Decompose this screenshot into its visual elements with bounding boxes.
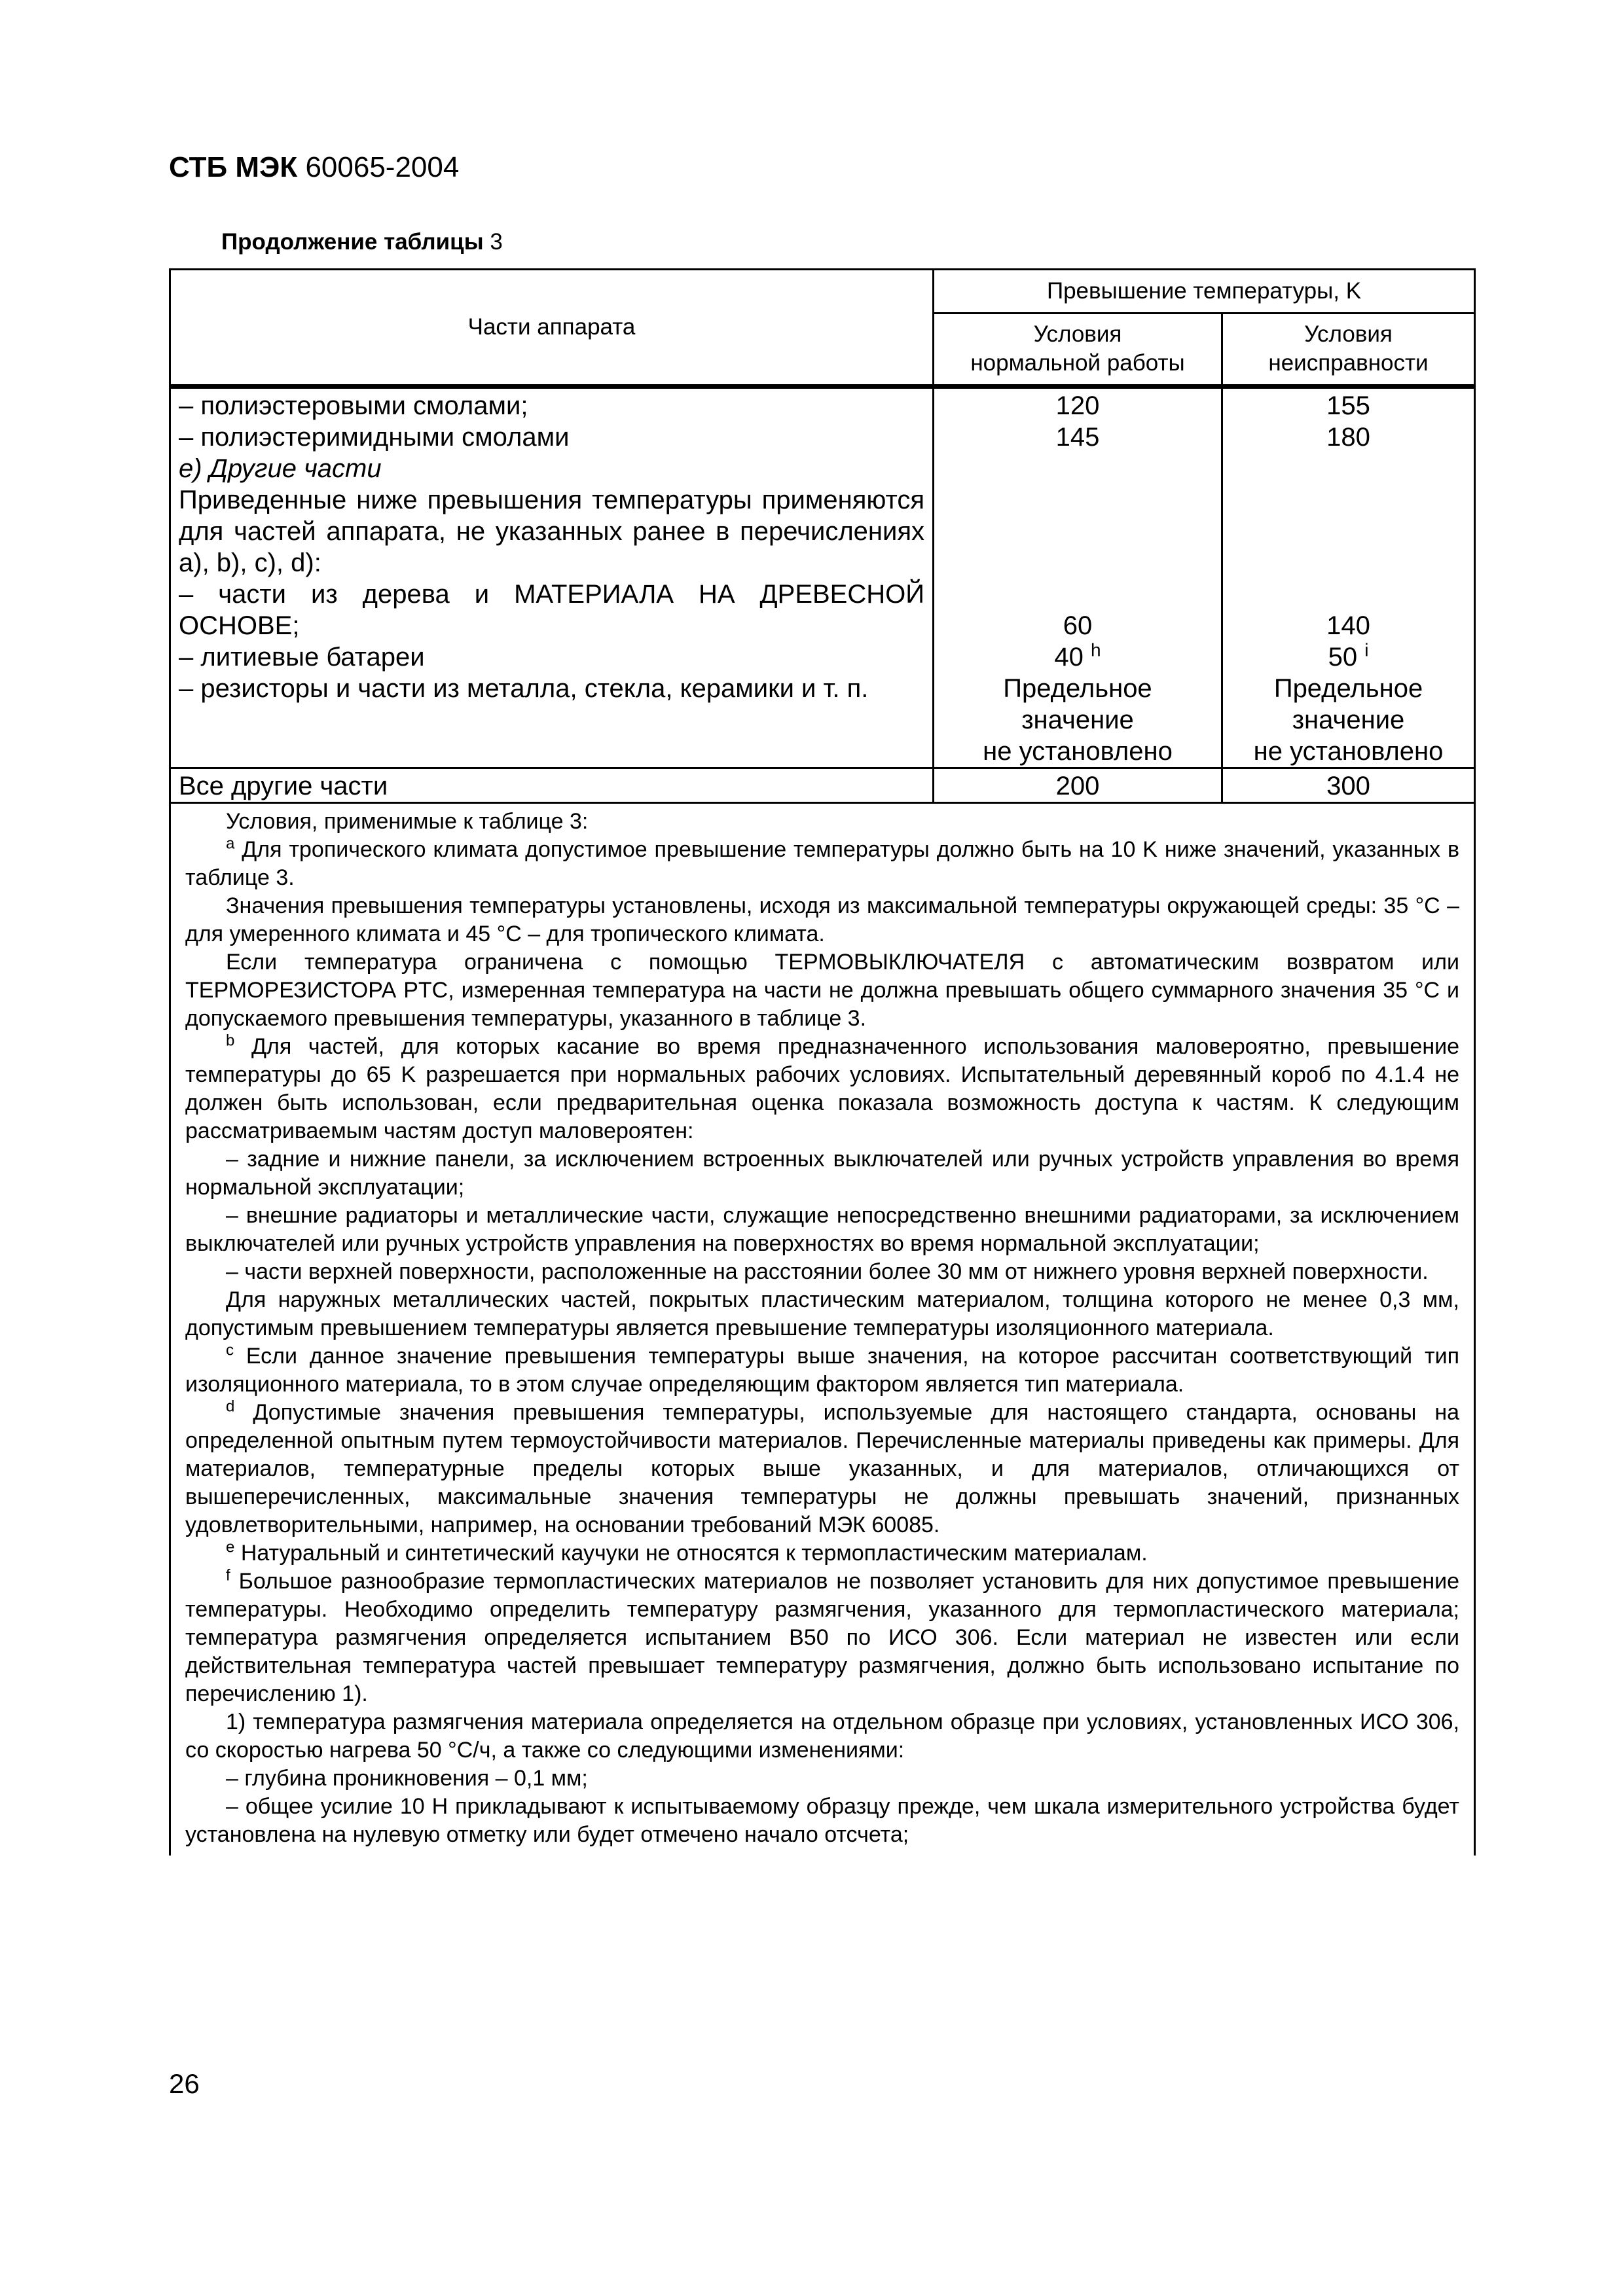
note-b-mark: b [226, 1031, 235, 1050]
header-normal-conditions [934, 313, 1222, 386]
row-spacer [179, 704, 924, 767]
header-normal-text: Условия нормальной работы [970, 321, 1185, 376]
note-d-text: Допустимые значения превышения температуры, используемые для настоящего стандарта, основаны на определенной опытным путем термоустойчивости материалов. Перечисленные материалы приведены как примеры. Для материалов, температурные пределы которых выше указанных, и для материалов, отличающихся от вышеперечисленных, максимальные значения температуры не должны превышать значений, признанных удовлетворительными, например, на основании требований МЭК 60085. [185, 1400, 1460, 1537]
note-a-2: Значения превышения температуры установлены, исходя из максимальной температуры окружающей среды: 35 °C – для умеренного климата и 45 °C – для тропического климата. [185, 893, 1460, 946]
header-fault-conditions [1222, 313, 1475, 386]
val-fault-lithium [1223, 641, 1474, 673]
note-f-text: Большое разнообразие термопластических материалов не позволяет установить для них допустимое превышение температуры. Необходимо определить температуру размягчения, указанного для термопластического материала; температура размягчения определяется испытанием B50 по ИСО 306. Если материал не известен или если действительная температура частей превышает температуру размягчения, должно быть использовано испытание по перечислению 1). [185, 1569, 1460, 1706]
row-polyester: – полиэстеровыми смолами; [179, 391, 528, 420]
note-a-text: Для тропического климата допустимое превышение температуры должно быть на 10 K ниже значений, указанных в таблице 3. [185, 837, 1460, 890]
spacer [934, 579, 1221, 610]
normal-column [934, 387, 1222, 768]
note-f [185, 1568, 1459, 1708]
val-fault-polyester: 155 [1326, 391, 1370, 420]
note-b-4: Для наружных металлических частей, покрытых пластическим материалом, толщина которого не менее 0,3 мм, допустимым превышением температуры является превышение температуры изоляционного материала. [185, 1287, 1460, 1340]
note-c-mark: c [226, 1341, 234, 1359]
val-normal-polyester: 120 [1055, 391, 1100, 420]
spacer [1223, 516, 1474, 547]
note-b-3: – части верхней поверхности, расположенные на расстоянии более 30 мм от нижнего уровня верхней поверхности. [226, 1259, 1429, 1284]
header-temp-rise: Превышение температуры, K [934, 270, 1475, 314]
val-normal-polyesterimide: 145 [1055, 423, 1100, 452]
page-header [169, 149, 459, 186]
val-normal-resistors-2: значение [1021, 706, 1134, 734]
val-fault-wood: 140 [1326, 611, 1370, 640]
note-e [185, 1539, 1459, 1568]
note-d-mark: d [226, 1397, 235, 1416]
note-f-1: 1) температура размягчения материала определяется на отдельном образце при условиях, установленных ИСО 306, со скоростью нагрева 50 °C/ч, а также со следующими изменениями: [185, 1710, 1460, 1763]
val-normal-lithium-num: 40 [1054, 643, 1084, 672]
val-normal-lithium [934, 641, 1221, 673]
temperature-rise-table [169, 268, 1476, 1856]
note-f-2: – глубина проникновения – 0,1 мм; [226, 1766, 588, 1791]
standard-number: 60065-2004 [305, 151, 460, 183]
note-a-mark: a [226, 834, 235, 853]
fault-column [1222, 387, 1475, 768]
spacer [1223, 579, 1474, 610]
table-caption-number: 3 [490, 229, 503, 255]
page-number: 26 [169, 2068, 200, 2099]
row-lithium: – литиевые батареи [179, 643, 425, 672]
spacer [1223, 453, 1474, 484]
row-other-parts: e) Другие части [179, 454, 382, 483]
note-a [185, 836, 1459, 892]
val-fault-polyesterimide: 180 [1326, 423, 1370, 452]
table-notes [170, 803, 1475, 1856]
val-fault-all-other: 300 [1222, 768, 1475, 803]
spacer [1223, 484, 1474, 516]
footnote-ref-i: i [1364, 639, 1369, 660]
note-e-text: Натуральный и синтетический каучуки не относятся к термопластическим материалам. [240, 1541, 1148, 1566]
val-normal-all-other: 200 [934, 768, 1222, 803]
note-d [185, 1399, 1459, 1539]
row-other-parts-intro: Приведенные ниже превышения температуры применяются для частей аппарата, не указанных ранее в перечислениях a), b), c), d): [179, 486, 924, 577]
row-resistors: – резисторы и части из металла, стекла, керамики и т. п. [179, 674, 869, 703]
val-fault-resistors-2: значение [1292, 706, 1405, 734]
note-c [185, 1342, 1459, 1399]
row-all-other: Все другие части [170, 768, 934, 803]
spacer [934, 484, 1221, 516]
table-caption-label: Продолжение таблицы [221, 229, 484, 255]
spacer [934, 453, 1221, 484]
note-b-text: Для частей, для которых касание во время предназначенного использования маловероятно, превышение температуры до 65 K разрешается при нормальных рабочих условиях. Испытательный деревянный короб по 4.1.4 не должен быть использован, если предварительная оценка показала возможность доступа к частям. К следующим рассматриваемым частям доступ маловероятен: [185, 1034, 1460, 1143]
footnote-ref-h: h [1091, 639, 1101, 660]
parts-column [170, 387, 934, 768]
val-fault-resistors-1: Предельное [1273, 674, 1423, 703]
note-c-text: Если данное значение превышения температуры выше значения, на которое рассчитан соответствующий тип изоляционного материала, то в этом случае определяющим фактором является тип материала. [185, 1344, 1460, 1397]
val-normal-wood: 60 [1063, 611, 1093, 640]
val-fault-resistors-3: не установлено [1253, 737, 1444, 766]
note-a-3: Если температура ограничена с помощью ТЕРМОВЫКЛЮЧАТЕЛЯ с автоматическим возвратом или ТЕРМОРЕЗИСТОРА PTC, измеренная температура на части не должна превышать общего суммарного значения 35 °C и допускаемого превышения температуры, указанного в таблице 3. [185, 950, 1460, 1031]
note-b-2: – внешние радиаторы и металлические части, служащие непосредственно внешними радиаторами, за исключением выключателей или ручных устройств управления на поверхностях во время нормальной эксплуатации; [185, 1203, 1460, 1256]
note-b [185, 1033, 1459, 1145]
note-f-mark: f [226, 1566, 230, 1585]
note-e-mark: e [226, 1538, 235, 1556]
notes-intro: Условия, применимые к таблице 3: [226, 809, 589, 834]
table-caption [221, 228, 503, 257]
val-normal-resistors-1: Предельное [1003, 674, 1152, 703]
val-fault-lithium-num: 50 [1328, 643, 1358, 672]
note-b-1: – задние и нижние панели, за исключением встроенных выключателей или ручных устройств управления во время нормальной эксплуатации; [185, 1147, 1460, 1200]
spacer [934, 547, 1221, 579]
header-parts: Части аппарата [170, 270, 934, 387]
note-f-3: – общее усилие 10 Н прикладывают к испытываемому образцу прежде, чем шкала измерительного устройства будет установлена на нулевую отметку или будет отмечено начало отсчета; [185, 1794, 1460, 1847]
spacer [1223, 547, 1474, 579]
row-polyesterimide: – полиэстеримидными смолами [179, 423, 570, 452]
row-wood: – части из дерева и МАТЕРИАЛА НА ДРЕВЕСНОЙ ОСНОВЕ; [179, 580, 924, 640]
val-normal-resistors-3: не установлено [983, 737, 1173, 766]
standard-designation: СТБ МЭК [169, 151, 298, 183]
header-fault-text: Условия неисправности [1268, 321, 1429, 376]
spacer [934, 516, 1221, 547]
